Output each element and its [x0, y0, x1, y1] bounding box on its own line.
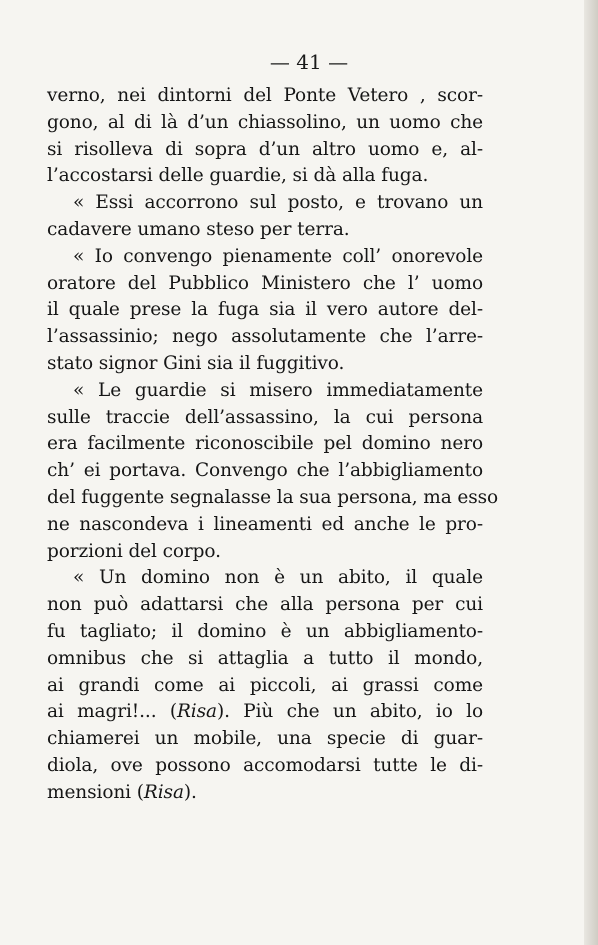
text-line: porzioni del corpo.	[47, 540, 221, 562]
text-line: « Un domino non è un abito, il quale	[73, 567, 483, 589]
text-line: del fuggente segnalasse la sua persona, ma esso	[47, 486, 499, 508]
text-line: non può adattarsi che alla persona per cui	[47, 594, 483, 616]
text-line: mensioni (Risa).	[47, 781, 197, 803]
text-line: ch’ ei portava. Convengo che l’abbigliamento	[47, 460, 483, 482]
text-line: l’assassinio; nego assolutamente che l’arre-	[47, 326, 483, 348]
text-line: omnibus che si attaglia a tutto il mondo,	[47, 647, 483, 669]
text-line: ne nascondeva i lineamenti ed anche le pro-	[47, 513, 483, 535]
text-line: stato signor Gini sia il fuggitivo.	[47, 352, 345, 374]
text-line: « Le guardie si misero immediatamente	[73, 379, 483, 401]
text-line: ai grandi come ai piccoli, ai grassi come	[47, 674, 483, 696]
text-line: ai magri!... (Risa). Più che un abito, io lo	[47, 701, 483, 723]
text-line: era facilmente riconoscibile pel domino nero	[47, 433, 483, 455]
body-text	[47, 83, 499, 807]
text-line: il quale prese la fuga sia il vero autore del-	[47, 299, 483, 321]
text-line: chiamerei un mobile, una specie di guar-	[47, 728, 483, 750]
text-line: l’accostarsi delle guardie, si dà alla fuga.	[47, 165, 429, 187]
text-line: si risolleva di sopra d’un altro uomo e, al-	[47, 138, 483, 160]
text-line: « Io convengo pienamente coll’ onorevole	[73, 245, 483, 267]
text-line: diola, ove possono accomodarsi tutte le di-	[47, 754, 483, 776]
text-line: fu tagliato; il domino è un abbigliamento-	[47, 620, 483, 642]
text-line: « Essi accorrono sul posto, e trovano un	[73, 192, 483, 214]
text-line: gono, al di là d’un chiassolino, un uomo che	[47, 111, 483, 133]
page-number: — 41 —	[269, 50, 349, 74]
text-line: sulle traccie dell’assassino, la cui persona	[47, 406, 483, 428]
text-line: cadavere umano steso per terra.	[47, 218, 350, 240]
text-line: verno, nei dintorni del Ponte Vetero , scor-	[47, 85, 483, 106]
text-line: oratore del Pubblico Ministero che l’ uomo	[47, 272, 483, 294]
page-edge	[584, 0, 598, 945]
